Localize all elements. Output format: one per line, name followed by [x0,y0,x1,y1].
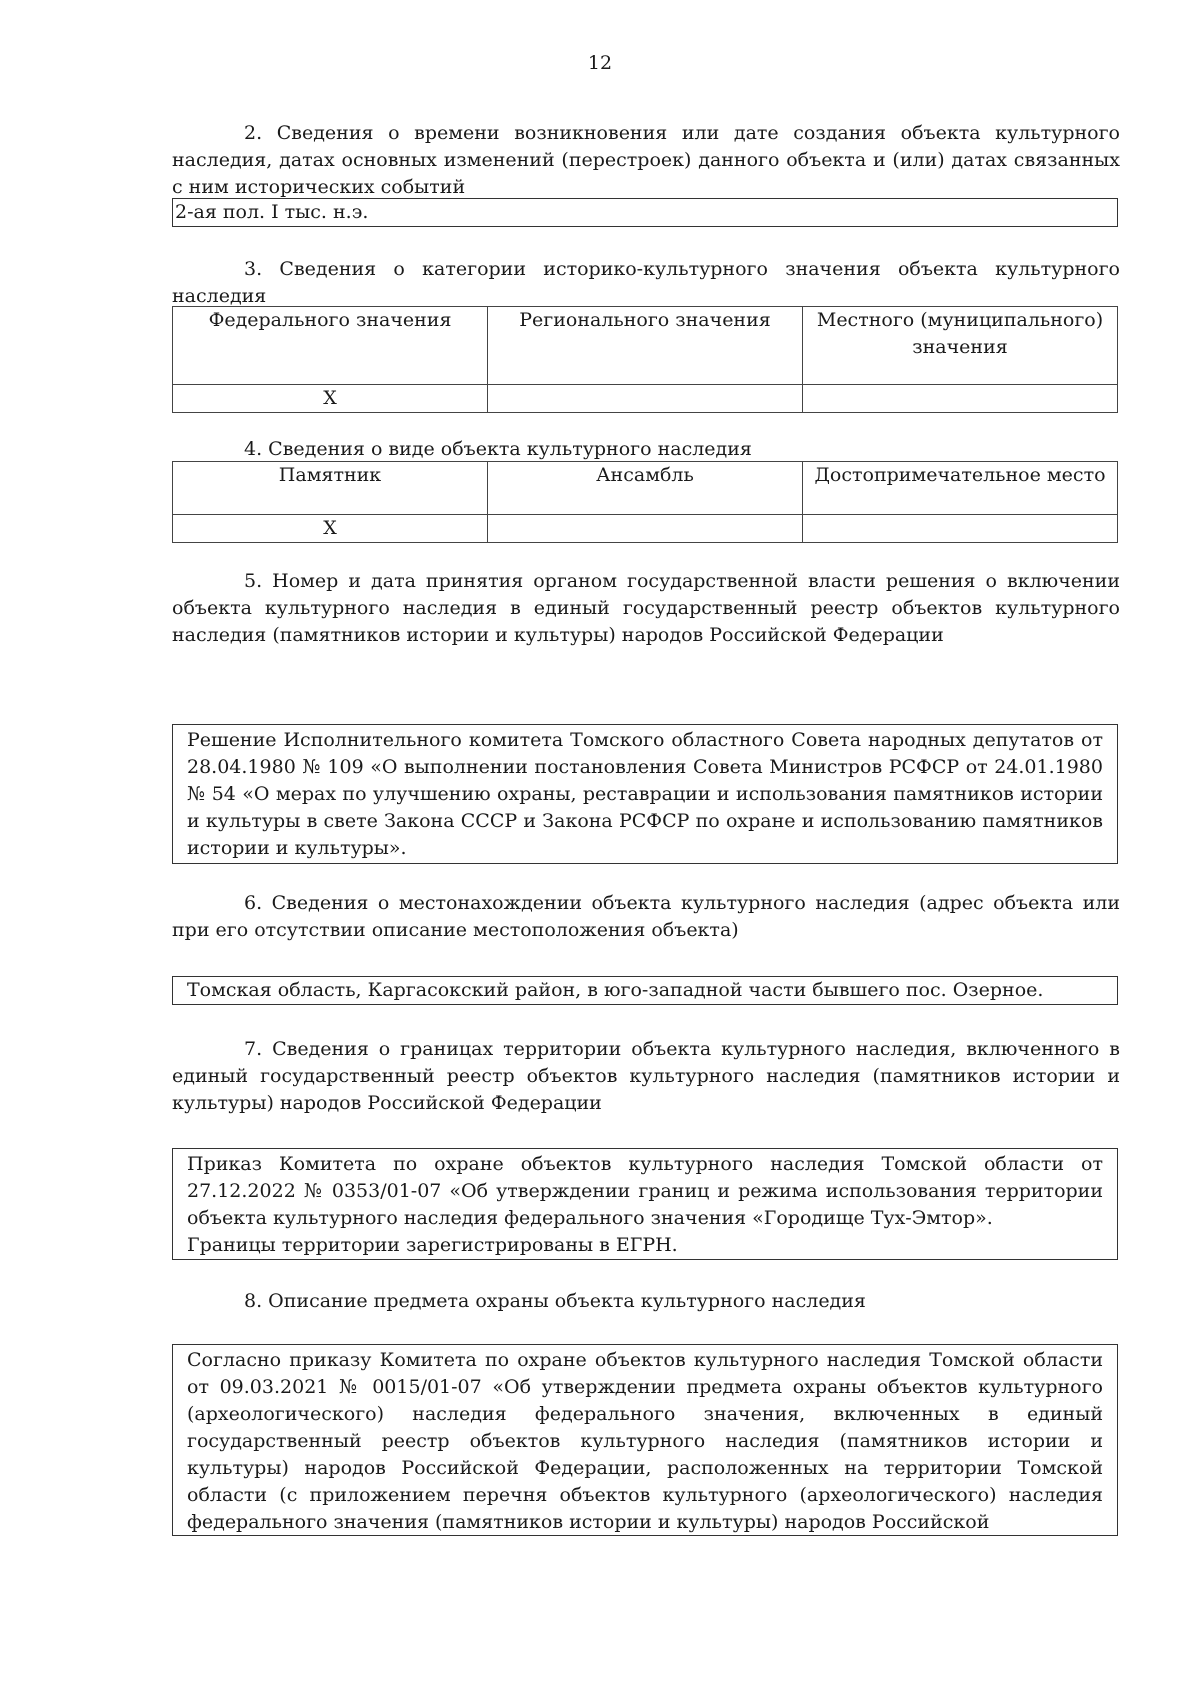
section-6-value-box [172,976,1118,1005]
section-8-value-box [172,1344,1118,1536]
category-regional-header: Регионального значения [488,307,803,385]
section-8-value: Согласно приказу Комитета по охране объектов культурного наследия Томской области от 09.03.2021 № 0015/01-07 «Об утверждении предмета охраны объектов культурного (археологического) наследия федерального значения, включенных в единый государственный реестр объектов культурного наследия (памятников истории и культуры) народов Российской Федерации, расположенных на территории Томской области (с приложением перечня объектов культурного (археологического) наследия федерального значения (памятников истории и культуры) народов Российской [187,1349,1103,1533]
type-landmark-value [803,515,1118,543]
type-ensemble-header: Ансамбль [488,462,803,515]
category-local-header: Местного (муниципального) значения [803,307,1118,385]
category-regional-value [488,385,803,413]
section-2-value-box [172,198,1118,227]
type-landmark-header: Достопримечательное место [803,462,1118,515]
type-header-row [173,462,1118,515]
category-value-row [173,385,1118,413]
section-5-heading-text: 5. Номер и дата принятия органом государственной власти решения о включении объекта культурного наследия в единый государственный реестр объектов культурного наследия (памятников истории и культуры) народов Российской Федерации [172,570,1120,646]
section-8-heading-text: 8. Описание предмета охраны объекта культурного наследия [244,1290,866,1312]
section-4-heading [172,436,1120,463]
section-3-heading-text: 3. Сведения о категории историко-культурного значения объекта культурного наследия [172,258,1120,307]
section-7-heading [172,1036,1120,1117]
section-7-value-order: Приказ Комитета по охране объектов культурного наследия Томской области от 27.12.2022 № 0353/01-07 «Об утверждении границ и режима использования территории объекта культурного наследия федерального значения «Городище Тух-Эмтор». [187,1153,1103,1229]
section-7-value-registration: Границы территории зарегистрированы в ЕГРН. [187,1234,678,1256]
section-4-heading-text: 4. Сведения о виде объекта культурного наследия [244,438,752,460]
section-8-heading [172,1288,1120,1315]
section-5-value-box [172,724,1118,864]
section-6-heading-text: 6. Сведения о местонахождении объекта культурного наследия (адрес объекта или при его отсутствии описание местоположения объекта) [172,892,1120,941]
category-federal-value: X [173,385,488,413]
section-2-heading-text: 2. Сведения о времени возникновения или дате создания объекта культурного наследия, датах основных изменений (перестроек) данного объекта и (или) датах связанных с ним исторических событий [172,122,1120,198]
section-7-heading-text: 7. Сведения о границах территории объекта культурного наследия, включенного в единый государственный реестр объектов культурного наследия (памятников истории и культуры) народов Российской Федерации [172,1038,1120,1114]
type-ensemble-value [488,515,803,543]
type-monument-header: Памятник [173,462,488,515]
category-federal-header: Федерального значения [173,307,488,385]
section-3-heading [172,256,1120,310]
section-5-heading [172,568,1120,649]
category-local-value [803,385,1118,413]
type-value-row [173,515,1118,543]
section-6-heading [172,890,1120,944]
section-2-heading [172,120,1120,201]
category-header-row [173,307,1118,385]
type-table [172,461,1118,543]
type-monument-value: X [173,515,488,543]
section-7-value-box [172,1148,1118,1260]
section-2-value: 2-ая пол. I тыс. н.э. [175,201,369,223]
page-number: 12 [587,52,613,74]
section-6-value: Томская область, Каргасокский район, в юго-западной части бывшего пос. Озерное. [187,979,1044,1001]
section-5-value: Решение Исполнительного комитета Томского областного Совета народных депутатов от 28.04.1980 № 109 «О выполнении постановления Совета Министров РСФСР от 24.01.1980 № 54 «О мерах по улучшению охраны, реставрации и использования памятников истории и культуры в свете Закона СССР и Закона РСФСР по охране и использованию памятников истории и культуры». [187,729,1103,859]
category-table [172,306,1118,413]
